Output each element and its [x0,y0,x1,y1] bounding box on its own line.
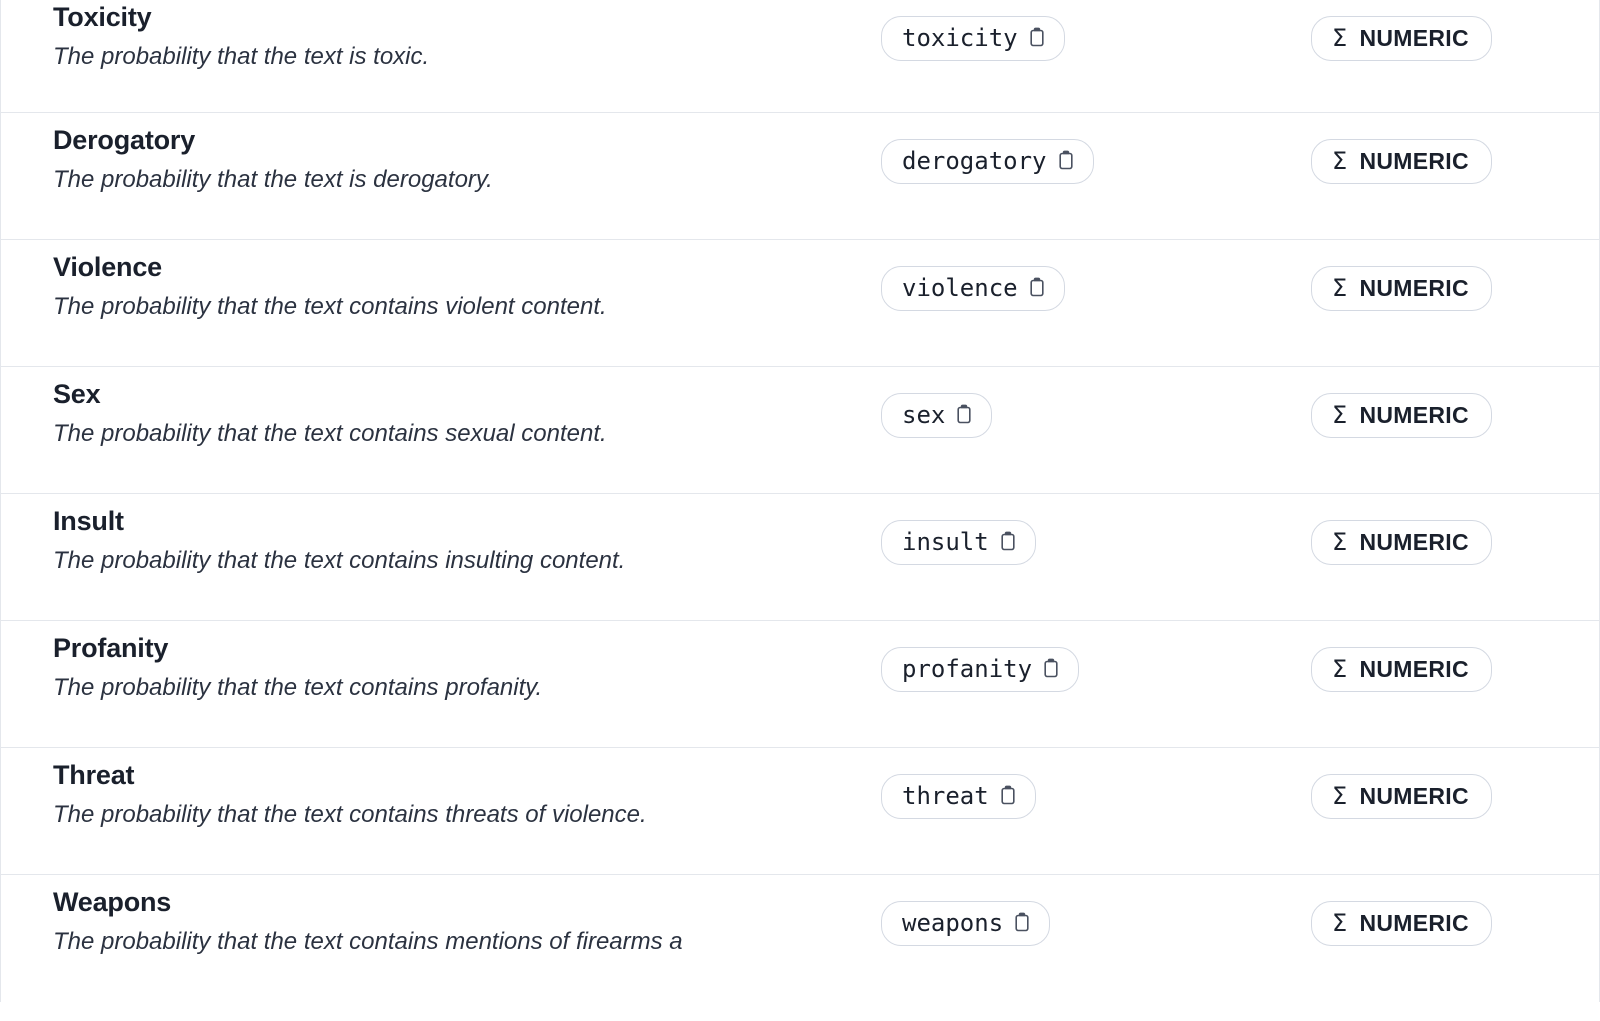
clipboard-copy-icon[interactable] [1028,277,1046,299]
type-label: NUMERIC [1359,529,1469,555]
key-chip[interactable] [881,520,1036,565]
attribute-key-cell [881,240,1301,311]
attribute-description: The probability that the text contains violent content. [53,293,607,320]
type-label: NUMERIC [1359,402,1469,428]
attribute-key-cell [881,494,1301,565]
key-label: toxicity [902,24,1018,52]
attribute-description-cell [1,367,881,449]
table-row [1,494,1599,621]
type-label: NUMERIC [1359,148,1469,174]
attribute-type-cell [1301,875,1599,946]
sigma-icon: Σ [1332,782,1348,810]
type-chip[interactable] [1311,647,1492,692]
attribute-type-cell [1301,0,1599,61]
attribute-type-cell [1301,367,1599,438]
type-chip[interactable] [1311,139,1492,184]
type-label: NUMERIC [1359,656,1469,682]
attribute-key-cell [881,875,1301,946]
table-row [1,621,1599,748]
type-label: NUMERIC [1359,275,1469,301]
key-label: weapons [902,909,1004,937]
key-label: insult [902,528,989,556]
clipboard-copy-icon[interactable] [1013,912,1031,934]
attribute-title: Toxicity [53,2,152,32]
sigma-icon: Σ [1332,274,1348,302]
key-label: sex [902,401,946,429]
key-chip[interactable] [881,266,1065,311]
type-chip[interactable] [1311,16,1492,61]
type-chip[interactable] [1311,774,1492,819]
attribute-key-cell [881,748,1301,819]
table-row [1,367,1599,494]
type-chip[interactable] [1311,901,1492,946]
clipboard-copy-icon[interactable] [1057,150,1075,172]
sigma-icon: Σ [1332,528,1348,556]
type-label: NUMERIC [1359,910,1469,936]
attribute-type-cell [1301,113,1599,184]
attribute-title: Insult [53,506,124,536]
sigma-icon: Σ [1332,24,1348,52]
attribute-title: Profanity [53,633,169,663]
clipboard-copy-icon[interactable] [955,404,973,426]
attribute-description: The probability that the text contains insulting content. [53,547,626,574]
clipboard-copy-icon[interactable] [999,531,1017,553]
attribute-title: Weapons [53,887,172,917]
type-label: NUMERIC [1359,783,1469,809]
type-label: NUMERIC [1359,25,1469,51]
attribute-description: The probability that the text contains mentions of firearms a [53,928,683,955]
key-chip[interactable] [881,774,1036,819]
key-chip[interactable] [881,901,1050,946]
type-chip[interactable] [1311,393,1492,438]
attribute-description-cell [1,621,881,703]
sigma-icon: Σ [1332,401,1348,429]
attribute-title: Derogatory [53,125,196,155]
attribute-description-cell [1,240,881,322]
table-row [1,0,1599,113]
table-row [1,875,1599,1002]
attribute-description: The probability that the text is toxic. [53,43,430,70]
key-label: profanity [902,655,1033,683]
attribute-type-cell [1301,621,1599,692]
attribute-key-cell [881,113,1301,184]
table-row [1,240,1599,367]
type-chip[interactable] [1311,520,1492,565]
attribute-description-cell [1,494,881,576]
table-row [1,113,1599,240]
attribute-description-cell [1,0,881,72]
key-chip[interactable] [881,393,992,438]
attribute-description: The probability that the text contains threats of violence. [53,801,647,828]
sigma-icon: Σ [1332,655,1348,683]
clipboard-copy-icon[interactable] [999,785,1017,807]
key-label: violence [902,274,1018,302]
table-row [1,748,1599,875]
sigma-icon: Σ [1332,909,1348,937]
attribute-key-cell [881,367,1301,438]
attribute-key-cell [881,621,1301,692]
key-chip[interactable] [881,139,1094,184]
attribute-description-cell [1,748,881,830]
attribute-key-cell [881,0,1301,61]
attribute-description-cell [1,113,881,195]
key-chip[interactable] [881,647,1079,692]
clipboard-copy-icon[interactable] [1042,658,1060,680]
key-label: derogatory [902,147,1047,175]
attribute-title: Violence [53,252,162,282]
attribute-type-cell [1301,748,1599,819]
clipboard-copy-icon[interactable] [1028,27,1046,49]
attribute-type-cell [1301,494,1599,565]
attribute-description-cell [1,875,881,957]
key-chip[interactable] [881,16,1065,61]
key-label: threat [902,782,989,810]
attribute-title: Sex [53,379,101,409]
attribute-description: The probability that the text contains sexual content. [53,420,607,447]
attribute-description: The probability that the text is derogatory. [53,166,493,193]
type-chip[interactable] [1311,266,1492,311]
attribute-title: Threat [53,760,135,790]
attribute-type-cell [1301,240,1599,311]
sigma-icon: Σ [1332,147,1348,175]
attribute-description: The probability that the text contains profanity. [53,674,543,701]
